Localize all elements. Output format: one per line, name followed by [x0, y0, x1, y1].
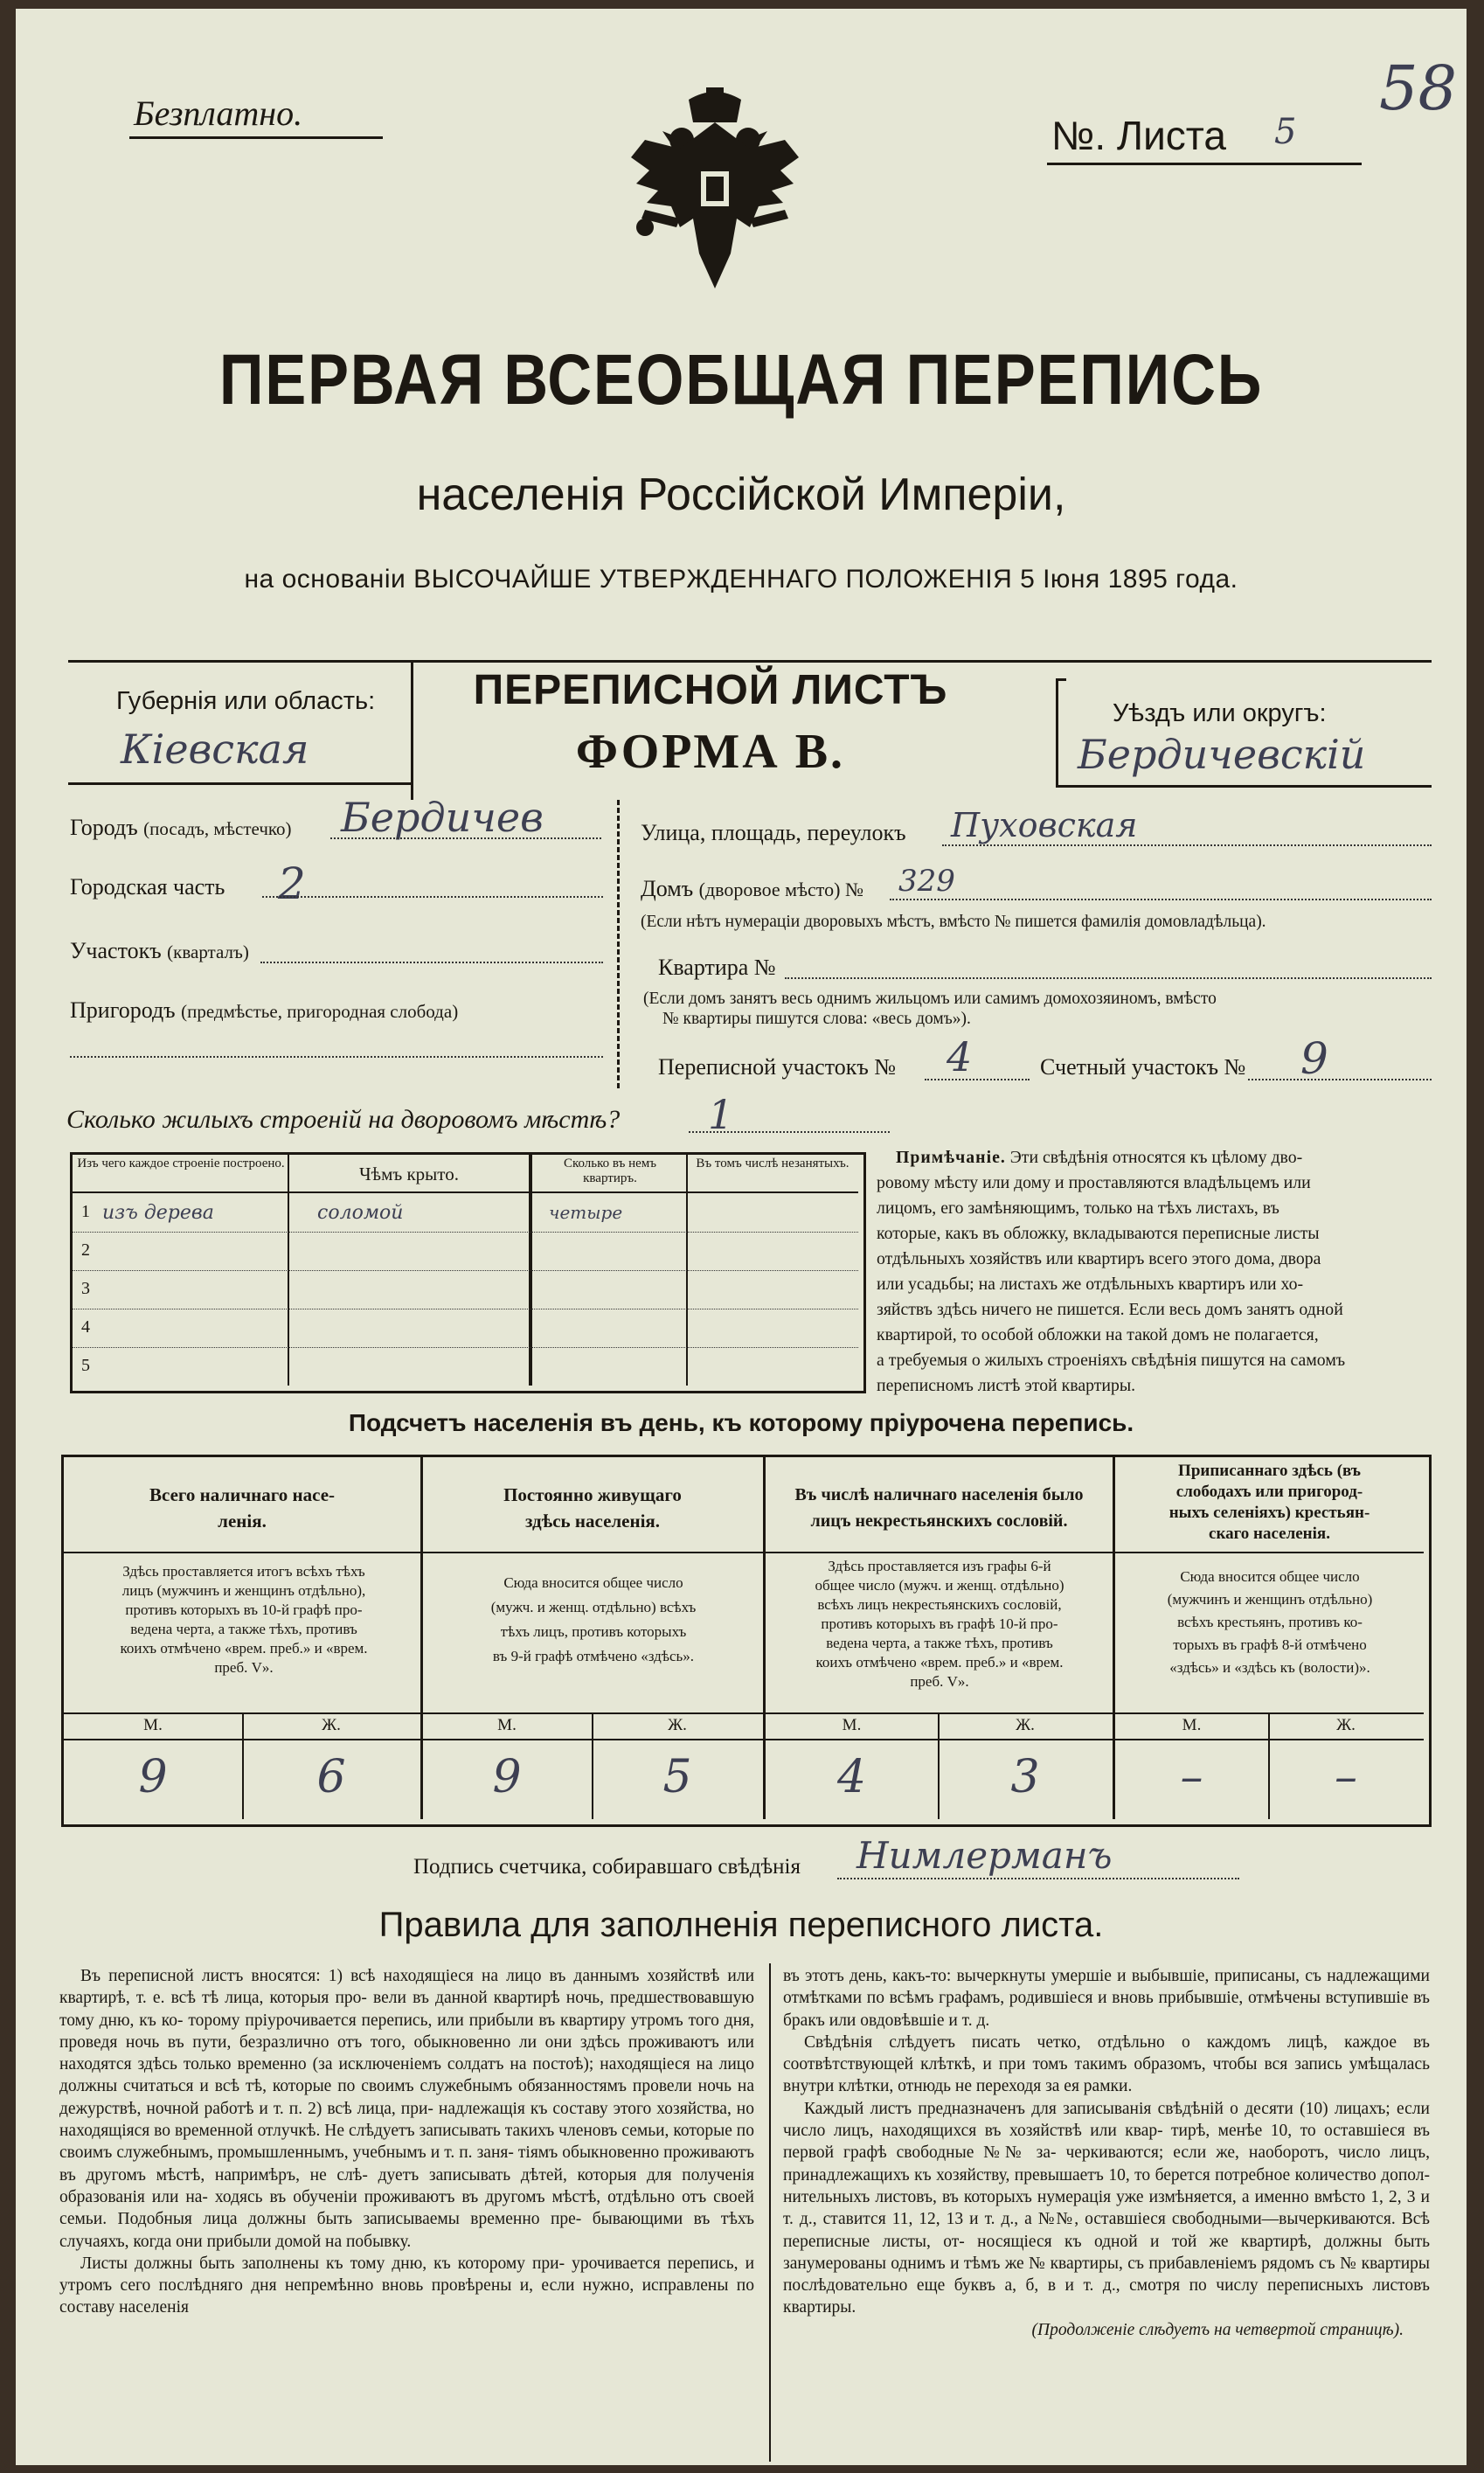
district-value: Бердичевскій	[1078, 731, 1366, 778]
province-label: Губернія или область:	[116, 687, 376, 715]
tally-col2-header: Постоянно живущаго здѣсь населенія.	[503, 1484, 682, 1532]
street-line	[942, 844, 1432, 846]
city-note: (посадъ, мѣстечко)	[143, 818, 292, 839]
district-box-bottom	[1056, 785, 1432, 788]
buildings-value: 1	[708, 1091, 734, 1138]
province-value: Кіевская	[121, 726, 309, 773]
header-roof: Чѣмъ крыто.	[359, 1164, 459, 1184]
tally-table	[61, 1455, 1432, 1827]
city-part-value: 2	[278, 858, 306, 909]
header-material: Изъ чего каждое строеніе построено.	[77, 1157, 285, 1171]
tally-col4-m-label: М.	[1182, 1716, 1202, 1734]
tally-col4-text: Сюда вносится общее число (мужчинъ и женщинъ отдѣльно) всѣхъ крестьянъ, противъ ко- торыхъ въ графѣ 8-й отмѣчено «здѣсь» и «здѣсь къ (волости)».	[1167, 1568, 1373, 1676]
count-area-value: 9	[1300, 1033, 1328, 1084]
main-title: ПЕРВАЯ ВСЕОБЩАЯ ПЕРЕПИСЬ	[218, 340, 1264, 420]
table-row: 3	[73, 1270, 858, 1309]
tally-col2-f-label: Ж.	[668, 1716, 687, 1734]
house-note: (дворовое мѣсто) №	[698, 879, 863, 900]
header-apartments: Сколько въ немъ квартиръ.	[563, 1157, 657, 1185]
basis-line: на основаніи ВЫСОЧАЙШЕ УТВЕРЖДЕННАГО ПОЛОЖЕНІЯ 5 Іюня 1895 года.	[244, 565, 1238, 594]
buildings-line	[689, 1131, 890, 1133]
tally-col4-f-label: Ж.	[1336, 1716, 1356, 1734]
province-box-right	[411, 660, 413, 800]
province-box-bottom	[68, 782, 413, 785]
signature-value: Нимлерманъ	[856, 1834, 1113, 1877]
census-area-label: Переписной участокъ №	[658, 1054, 897, 1080]
suburb-note: (предмѣстье, пригородная слобода)	[181, 1001, 459, 1022]
corner-number: 58	[1379, 52, 1458, 124]
form-top-rule	[68, 660, 1432, 663]
house-line	[890, 899, 1432, 900]
city-label-group	[70, 815, 292, 841]
suburb-label: Пригородъ	[70, 997, 176, 1023]
city-part-label: Городская часть	[70, 874, 225, 900]
row-1-roof: соломой	[317, 1202, 404, 1224]
rules-left-p2: Листы должны быть заполнены къ тому дню, къ которому при- урочивается перепись, и утромъ сего послѣдняго дня непремѣнно вновь провѣрены и, если нужно, исправлены по составу населенія	[59, 2254, 754, 2317]
city-label: Городъ	[70, 815, 138, 840]
count-area-line	[1248, 1079, 1432, 1080]
district-label: Уѣздъ или округъ:	[1113, 699, 1327, 727]
sheet-title: ПЕРЕПИСНОЙ ЛИСТЪ	[473, 667, 948, 713]
signature-label: Подпись счетчика, собиравшаго свѣдѣнія	[413, 1855, 801, 1879]
house-label-group	[641, 876, 863, 902]
precinct-note: (кварталъ)	[167, 941, 249, 962]
table-row: 2	[73, 1232, 858, 1271]
tally-col3-f-label: Ж.	[1016, 1716, 1035, 1734]
note-label: Примѣчаніе.	[896, 1148, 1006, 1167]
tally-col1-m: 9	[138, 1751, 168, 1803]
tally-col2-text: Сюда вносится общее число (мужч. и женщ. отдѣльно) всѣхъ тѣхъ лицъ, противъ которыхъ въ 9-й графѣ отмѣчено «здѣсь».	[490, 1574, 697, 1664]
tally-col1-m-label: М.	[143, 1716, 163, 1734]
tally-col3-f: 3	[1010, 1751, 1040, 1803]
census-area-value: 4	[947, 1033, 973, 1080]
tally-col3-text: Здѣсь проставляется изъ графы 6-й общее число (мужч. и женщ. отдѣльно) всѣхъ лицъ некрестьянскихъ сословій, противъ которыхъ въ графѣ 10-й про- ведена черта, а также тѣхъ, противъ коихъ отмѣчено «врем. преб.» и «врем. преб. V».	[815, 1558, 1064, 1690]
rules-title: Правила для заполненія переписного листа.	[378, 1906, 1104, 1944]
buildings-table	[70, 1152, 866, 1393]
table-row: 4	[73, 1309, 858, 1348]
city-value: Бердичев	[341, 794, 544, 841]
house-label: Домъ	[641, 876, 694, 901]
rules-right-p3: Каждый листъ предназначенъ для записыванія свѣдѣній о десяти (10) лицахъ; если число лицъ, находящихся въ хозяйствѣ или квар- тирѣ, менѣе 10, то оставшіеся въ первой графѣ свободные №№ за- черкиваются; если же, наоборотъ, число лицъ, принадлежащихъ къ хозяйству, превышаетъ 10, то берется потребное количество допол- нительныхъ листовъ, въ которыхъ нумерація уже измѣняется, а именно вмѣсто 1, 2, 3 и т. д., ставится 11, 12, 13 и т. д., а №№, оставшіеся свободными—вычеркиваются. Всѣ переписные листы, от- носящіеся къ одной и той же квартирѣ, должны быть занумерованы однимъ и тѣмъ же № квартиры, съ прибавленіемъ рядомъ съ № квартиры послѣдовательно еще буквъ а, б, в и т. д., смотря по числу переписныхъ листовъ квартиры.	[783, 2099, 1430, 2317]
tally-col4-f: –	[1335, 1751, 1357, 1803]
suburb-label-group	[70, 997, 458, 1024]
sheet-number-underline	[1047, 163, 1362, 165]
rules-left-column	[59, 1965, 754, 2319]
tally-col1-header: Всего наличнаго насе- ленія.	[149, 1484, 336, 1532]
district-box-left	[1056, 678, 1058, 788]
house-value: 329	[898, 864, 955, 899]
city-part-line	[262, 896, 603, 898]
tally-col4-header: Приписаннаго здѣсь (въ слободахъ или пригород- ныхъ селеніяхъ) крестьян- скаго населенія.	[1168, 1462, 1370, 1543]
apartment-hint-2: № квартиры пишутся слова: «весь домъ»).	[662, 1010, 971, 1028]
house-hint: (Если нѣтъ нумераціи дворовыхъ мѣстъ, вмѣсто № пишется фамилія домовладѣльца).	[641, 913, 1266, 931]
address-divider	[617, 800, 620, 1088]
apartment-hint-1: (Если домъ занятъ весь однимъ жильцомъ или самимъ домохозяиномъ, вмѣсто	[643, 990, 1217, 1008]
tally-col1-f: 6	[316, 1751, 346, 1803]
suburb-line	[70, 1056, 603, 1058]
row-1-material: изъ дерева	[102, 1202, 214, 1224]
rules-right-column	[783, 1965, 1430, 2341]
district-box-tick	[1056, 678, 1066, 681]
tally-col4-m: –	[1180, 1751, 1203, 1803]
apartment-line	[785, 977, 1432, 979]
row-1-apartments: четыре	[549, 1202, 623, 1223]
precinct-label-group	[70, 938, 249, 964]
count-area-label: Счетный участокъ №	[1040, 1054, 1246, 1080]
tally-col3-m-label: М.	[842, 1716, 862, 1734]
census-form-page	[16, 9, 1467, 2465]
tally-col3-m: 4	[836, 1751, 867, 1803]
street-label: Улица, площадь, переулокъ	[641, 820, 906, 845]
free-label: Безплатно.	[134, 94, 303, 133]
tally-col2-f: 5	[662, 1751, 692, 1803]
tally-col3-header: Въ числѣ наличнаго населенія было лицъ некрестьянскихъ сословій.	[794, 1485, 1084, 1531]
tally-col2-m: 9	[492, 1751, 522, 1803]
tally-col1-text: Здѣсь проставляется итогъ всѣхъ тѣхъ лицъ (мужчинъ и женщинъ отдѣльно), противъ которыхъ въ 10-й графѣ про- ведена черта, а также тѣхъ, противъ коихъ отмѣчено «врем. преб.» и «врем. преб. V».	[120, 1563, 368, 1676]
apartment-label: Квартира №	[658, 955, 776, 980]
street-value: Пуховская	[951, 806, 1138, 844]
tally-title: Подсчетъ населенія въ день, къ которому пріурочена перепись.	[348, 1409, 1134, 1436]
census-area-line	[925, 1079, 1030, 1080]
rules-divider	[769, 1963, 771, 2462]
table-row: 1 изъ дерева соломой четыре	[73, 1193, 858, 1233]
precinct-line	[260, 962, 603, 963]
buildings-question: Сколько жилыхъ строеній на дворовомъ мѣстѣ?	[66, 1105, 621, 1134]
rules-left-p1: Въ переписной листъ вносятся: 1) всѣ находящіеся на лицо въ даннымъ хозяйствѣ или квартирѣ, т. е. всѣ тѣ лица, которыя про- вели въ данной квартирѣ ночь, предшествовавшую тому дню, къ ко- торому пріурочивается перепись, или прибыли въ квартиру утромъ того дня, проведя ночь въ пути, безразлично отъ того, обыкновенно ли они здѣсь проживаютъ или находятся здѣсь только временно (за исключеніемъ солдатъ на постоѣ); находящіеся на лицо должны считаться и всѣ тѣ, которые по своимъ служебнымъ обязанностямъ провели ночь на дежурствѣ, ночной работѣ и т. п. 2) всѣ лица, при- надлежащія къ составу этого хозяйства, но находящіяся во временной отлучкѣ. Не слѣдуетъ записывать такихъ членовъ семьи, которые по своимъ служебнымъ, промышленнымъ, учебнымъ и т. п. заня- тіямъ обыкновенно проживаютъ въ другомъ мѣстѣ, напримѣръ, не слѣ- дуетъ записывать дѣтей, которыя для полученія образованія или на- ходясь въ обученіи проживаютъ въ другомъ мѣстѣ, отдѣльно отъ своей семьи. Подобныя лица должны быть записываемы временно пре- бывающими въ тѣхъ случаяхъ, когда они прибыли домой на побывку.	[59, 1967, 754, 2251]
city-line	[330, 837, 601, 839]
rules-right-p2: Свѣдѣнія слѣдуетъ писать четко, отдѣльно о каждомъ лицѣ, каждое въ соотвѣтствующей клѣткѣ, и при томъ такимъ образомъ, чтобы вся запись умѣщалась внутри клѣтки, отнюдь не переходя за ея рамки.	[783, 2032, 1430, 2096]
table-row: 5	[81, 1356, 90, 1375]
sheet-number-value: 5	[1274, 112, 1297, 152]
free-underline	[129, 136, 383, 139]
tally-col2-m-label: М.	[497, 1716, 517, 1734]
note-block: Примѣчаніе. Эти свѣдѣнія относятся къ цѣлому дво- ровому мѣсту или дому и проставляются владѣльцемъ или лицомъ, его замѣняющимъ, только на тѣхъ листахъ, въ которые, какъ въ обложку, вкладываются переписные листы отдѣльныхъ хозяйствъ или квартиръ всего этого дома, двора или усадьбы; на листахъ же отдѣльныхъ квартиръ или хо- зяйствъ здѣсь ничего не пишется. Если весь домъ занятъ одной квартирой, то особой обложки на такой домъ не полагается, а требуемыя о жилыхъ строеніяхъ свѣдѣнія пишутся на самомъ переписномъ листѣ этой квартиры.	[877, 1148, 1346, 1395]
form-title: ФОРМА В.	[575, 725, 846, 779]
header-vacant: Въ томъ числѣ незанятыхъ.	[696, 1157, 849, 1171]
rules-right-p1: въ этотъ день, какъ-то: вычеркнуты умершіе и выбывшіе, приписаны, съ надлежащими отмѣтками по всѣмъ графамъ, родившіеся и вновь прибывшіе, отмѣчены вступившіе въ бракъ или овдовѣвшіе и т. д.	[783, 1967, 1430, 2030]
signature-line	[837, 1878, 1239, 1879]
sub-title: населенія Россійской Имперіи,	[416, 469, 1066, 520]
tally-col1-f-label: Ж.	[322, 1716, 341, 1734]
rules-continuation: (Продолженіе слѣдуетъ на четвертой страницѣ).	[1031, 2320, 1404, 2339]
sheet-number-label: №. Листа	[1051, 113, 1226, 158]
double-headed-eagle-icon	[628, 87, 802, 297]
precinct-label: Участокъ	[70, 938, 162, 963]
